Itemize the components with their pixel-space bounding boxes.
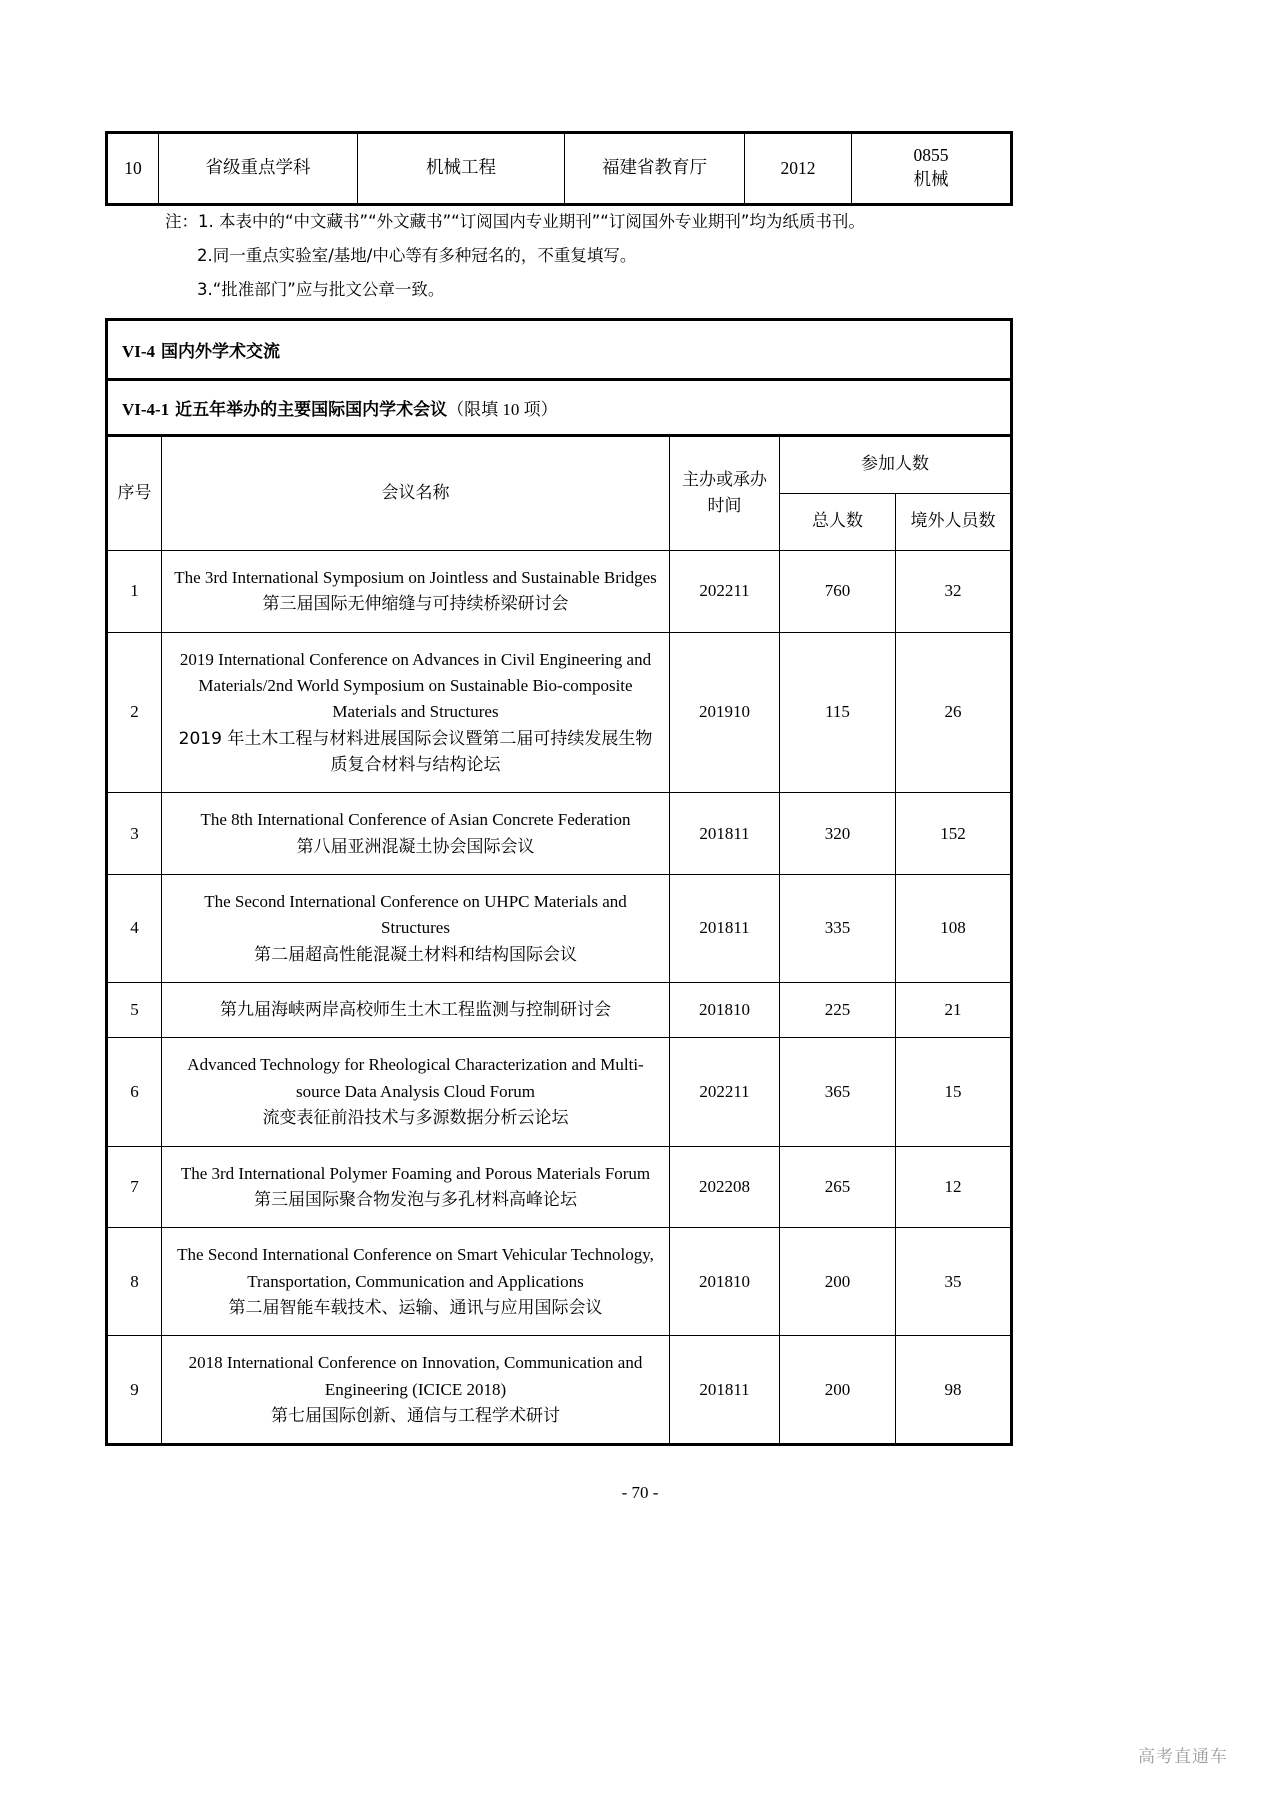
conference-name-en: The 8th International Conference of Asian Concrete Federation [200,810,631,830]
conference-name-zh: 第八届亚洲混凝土协会国际会议 [296,836,535,857]
subsection-code: VI-4-1 [122,400,170,419]
conference-overseas: 32 [896,551,1012,633]
row-year: 2012 [745,133,852,205]
table-row [107,875,1012,983]
conference-name-en: 2019 International Conference on Advances in Civil Engineering and Materials/2nd World Symposium on Sustainable Bio-composite Materials and Structures [179,649,652,722]
header-date [670,436,780,551]
note-line-1: 注：1. 本表中的“中文藏书”“外文藏书”“订阅国内专业期刊”“订阅国外专业期刊”均为纸质书刊。 [165,212,865,231]
conference-index: 3 [107,793,162,875]
conference-name-en: Advanced Technology for Rheological Characterization and Multi-source Data Analysis Cloud Forum [187,1055,644,1101]
conference-date: 201810 [670,983,780,1038]
table-notes [165,205,1025,306]
row-code-label: 机械 [913,170,949,191]
conference-overseas: 108 [896,875,1012,983]
table-row [107,133,1012,205]
table-row [107,551,1012,633]
row-code [852,133,1012,205]
conference-date: 201811 [670,1336,780,1445]
header-date-line1: 主办或承办 [682,470,767,490]
academic-exchange-table [105,318,1013,1446]
conference-index: 8 [107,1228,162,1336]
conference-date: 202211 [670,1038,780,1146]
conference-name-zh: 第七届国际创新、通信与工程学术研讨 [271,1405,560,1426]
conference-name-en: 2018 International Conference on Innovation, Communication and Engineering (ICICE 2018) [188,1353,643,1399]
conference-name-zh: 流变表征前沿技术与多源数据分析云论坛 [262,1108,569,1129]
conference-total: 115 [780,632,896,793]
conference-name [162,632,670,793]
conference-name-en: The Second International Conference on UHPC Materials and Structures [204,892,627,938]
header-attendance-group: 参加人数 [780,436,1012,494]
subsection-title: 近五年举办的主要国际国内学术会议 [175,400,448,420]
conference-overseas: 12 [896,1146,1012,1228]
conference-name [162,551,670,633]
conference-index: 6 [107,1038,162,1146]
conference-name-zh: 第三届国际聚合物发泡与多孔材料高峰论坛 [254,1189,577,1210]
conference-overseas: 21 [896,983,1012,1038]
conference-name-zh: 第九届海峡两岸高校师生土木工程监测与控制研讨会 [220,1000,611,1021]
conference-index: 4 [107,875,162,983]
header-total: 总人数 [780,494,896,551]
conference-name-zh: 2019 年土木工程与材料进展国际会议暨第二届可持续发展生物质复合材料与结构论坛 [178,728,653,776]
conference-name [162,1146,670,1228]
subsection-limit: （限填 10 项） [447,400,558,419]
table-row [107,983,1012,1038]
watermark: 高考直通车 [1138,1747,1228,1767]
table-row [107,1336,1012,1445]
table-row [107,1228,1012,1336]
table-row [107,1038,1012,1146]
section-code: VI-4 [122,342,156,361]
table-row [107,632,1012,793]
conference-total: 200 [780,1336,896,1445]
row-category: 省级重点学科 [159,133,358,205]
section-heading-row [107,320,1012,380]
conference-date: 201811 [670,793,780,875]
header-index: 序号 [107,436,162,551]
conference-date: 202211 [670,551,780,633]
section-title: 国内外学术交流 [160,342,280,362]
subsection-heading [107,380,1012,436]
conference-total: 365 [780,1038,896,1146]
conference-index: 9 [107,1336,162,1445]
conference-date: 201810 [670,1228,780,1336]
conference-overseas: 35 [896,1228,1012,1336]
section-heading [107,320,1012,380]
conference-total: 335 [780,875,896,983]
conference-index: 1 [107,551,162,633]
conference-name [162,793,670,875]
conference-name [162,1038,670,1146]
conference-total: 320 [780,793,896,875]
conference-overseas: 15 [896,1038,1012,1146]
conference-total: 225 [780,983,896,1038]
row-index: 10 [107,133,159,205]
conference-header-row-1 [107,436,1012,494]
conference-name-zh: 第三届国际无伸缩缝与可持续桥梁研讨会 [262,594,569,615]
conference-total: 200 [780,1228,896,1336]
conference-name [162,875,670,983]
conference-name [162,1228,670,1336]
note-line-2: 2.同一重点实验室/基地/中心等有多种冠名的，不重复填写。 [197,245,637,265]
subsection-heading-row [107,380,1012,436]
key-disciplines-table [105,131,1013,206]
header-overseas: 境外人员数 [896,494,1012,551]
conference-name [162,983,670,1038]
conference-name-zh: 第二届超高性能混凝土材料和结构国际会议 [254,944,577,965]
row-code-number: 0855 [913,145,949,165]
conference-date: 201811 [670,875,780,983]
conference-date: 202208 [670,1146,780,1228]
conference-name-en: The Second International Conference on Smart Vehicular Technology, Transportation, Communication and Applications [177,1245,654,1291]
conference-name [162,1336,670,1445]
conference-date: 201910 [670,632,780,793]
table-row [107,1146,1012,1228]
conference-name-zh: 第二届智能车载技术、运输、通讯与应用国际会议 [228,1297,603,1318]
conference-index: 2 [107,632,162,793]
row-department: 福建省教育厅 [565,133,745,205]
page-number: - 70 - [621,1483,659,1502]
conference-index: 5 [107,983,162,1038]
conference-overseas: 98 [896,1336,1012,1445]
conference-overseas: 152 [896,793,1012,875]
conference-total: 760 [780,551,896,633]
conference-overseas: 26 [896,632,1012,793]
conference-name-en: The 3rd International Polymer Foaming and Porous Materials Forum [180,1163,651,1183]
row-name: 机械工程 [358,133,565,205]
conference-name-en: The 3rd International Symposium on Jointless and Sustainable Bridges [174,568,657,587]
note-line-3: 3.“批准部门”应与批文公章一致。 [197,279,445,299]
header-date-line2: 时间 [707,495,742,516]
conference-index: 7 [107,1146,162,1228]
conference-total: 265 [780,1146,896,1228]
header-conference-name: 会议名称 [162,436,670,551]
table-row [107,793,1012,875]
